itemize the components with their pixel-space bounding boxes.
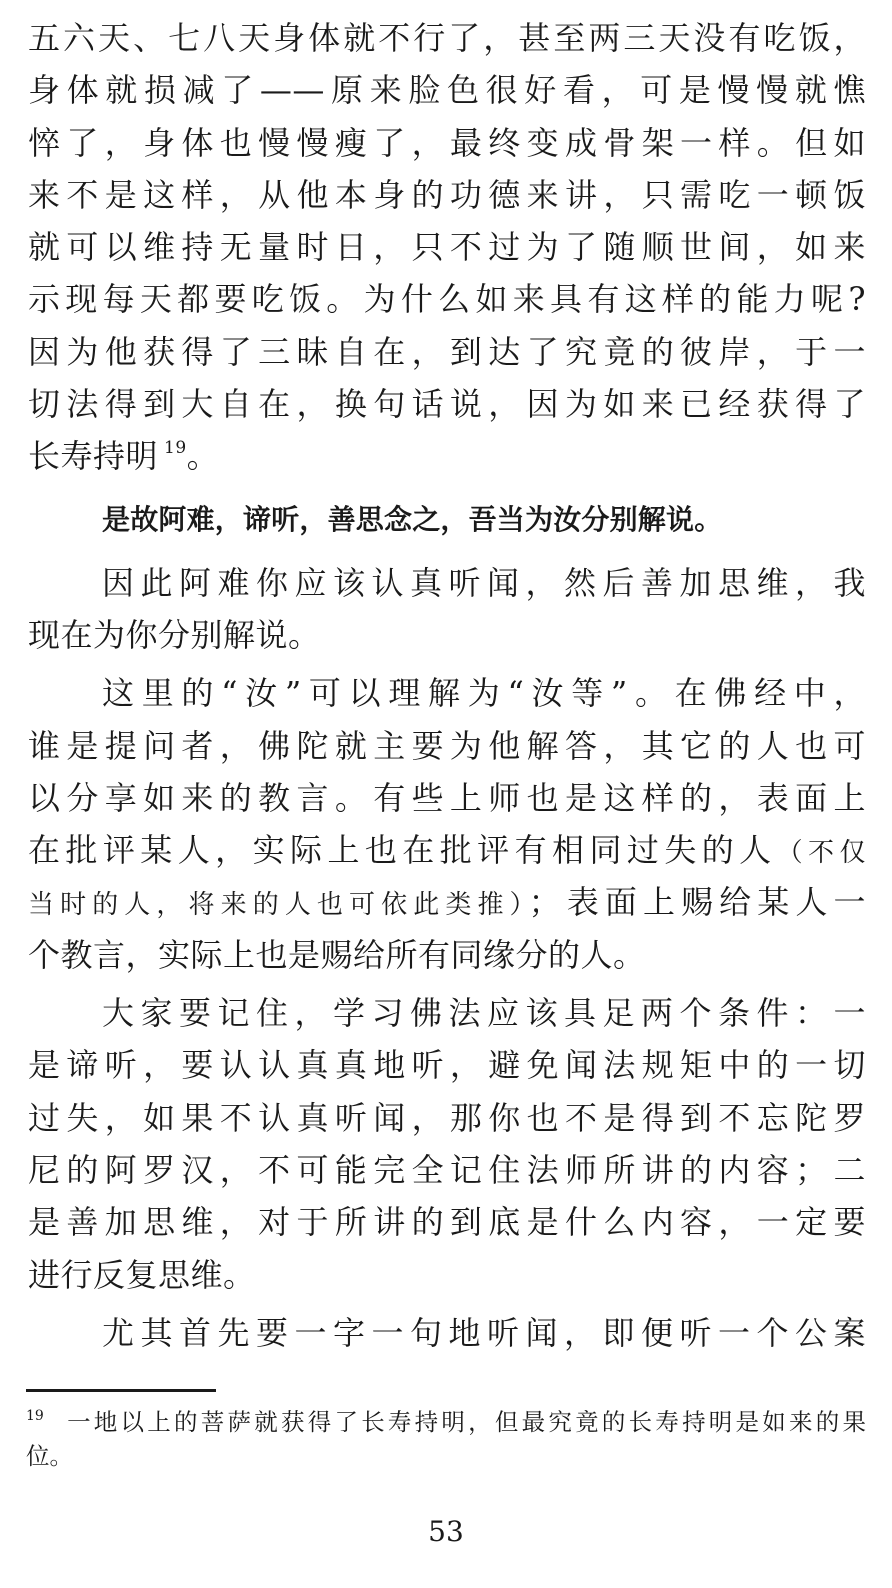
text-line: 以分享如来的教言。有些上师也是这样的，表面上 [28, 778, 866, 817]
text-fragment: 。 [186, 437, 220, 476]
paragraph-4 [28, 987, 866, 1301]
text-line: 这里的“汝”可以理解为“汝等”。在佛经中， [102, 674, 866, 713]
text-line: 来不是这样，从他本身的功德来讲，只需吃一顿饭 [28, 175, 866, 214]
text-line: 尼的阿罗汉，不可能完全记住法师所讲的内容；二 [28, 1150, 866, 1189]
paragraph-3 [28, 667, 866, 981]
paragraph-1 [28, 12, 866, 483]
text-line [28, 824, 866, 876]
text-line: 身体就损减了——原来脸色很好看，可是慢慢就憔 [28, 71, 866, 110]
text-line: 悴了，身体也慢慢瘦了，最终变成骨架一样。但如 [28, 123, 866, 162]
text-line: 是善加思维，对于所讲的到底是什么内容，一定要 [28, 1203, 866, 1242]
footnote-line: 位。 [26, 1442, 73, 1470]
text-line: 个教言，实际上也是赐给所有同缘分的人。 [28, 935, 646, 974]
text-line: 因此阿难你应该认真听闻，然后善加思维，我 [102, 563, 866, 602]
sutra-quote: 是故阿难，谛听，善思念之，吾当为汝分别解说。 [102, 502, 723, 536]
text-line: 是谛听，要认认真真地听，避免闻法规矩中的一切 [28, 1046, 866, 1085]
page-number: 53 [428, 1515, 464, 1548]
paragraph-2 [28, 557, 866, 662]
text-fragment: 长寿持明 [28, 437, 159, 476]
inline-note: 当时的人，将来的人也可依此类推） [28, 890, 529, 921]
inline-note: （不仅 [776, 838, 866, 869]
paragraph-5 [28, 1307, 866, 1359]
text-line: 过失，如果不认真听闻，那你也不是得到不忘陀罗 [28, 1098, 866, 1137]
text-line: 现在为你分别解说。 [28, 615, 321, 654]
text-line: 切法得到大自在，换句话说，因为如来已经获得了 [28, 385, 866, 424]
text-line [28, 876, 866, 928]
text-fragment: 在批评某人，实际上也在批评有相同过失的人 [28, 831, 777, 870]
footnote-text: 一地以上的菩萨就获得了长寿持明，但最究竟的长寿持明是如来的果 [63, 1408, 866, 1436]
text-line: 进行反复思维。 [28, 1255, 256, 1294]
text-line: 大家要记住，学习佛法应该具足两个条件：一 [102, 994, 866, 1033]
text-line: 因为他获得了三昧自在，到达了究竟的彼岸，于一 [28, 332, 866, 371]
text-line [28, 430, 866, 482]
text-fragment: ；表面上赐给某人一 [528, 883, 866, 922]
footnote-reference[interactable]: 19 [164, 438, 187, 459]
text-line: 五六天、七八天身体就不行了，甚至两三天没有吃饭， [28, 19, 866, 57]
footnote-marker: 19 [26, 1408, 44, 1424]
footnote [26, 1405, 866, 1473]
footnote-divider [26, 1389, 216, 1392]
page-body [28, 12, 866, 1359]
text-line: 就可以维持无量时日，只不过为了随顺世间，如来 [28, 228, 866, 267]
footnote-line [26, 1405, 866, 1439]
text-line: 示现每天都要吃饭。为什么如来具有这样的能力呢? [28, 280, 866, 319]
text-line: 谁是提问者，佛陀就主要为他解答，其它的人也可 [28, 726, 866, 765]
text-line: 尤其首先要一字一句地听闻，即便听一个公案 [102, 1313, 866, 1352]
